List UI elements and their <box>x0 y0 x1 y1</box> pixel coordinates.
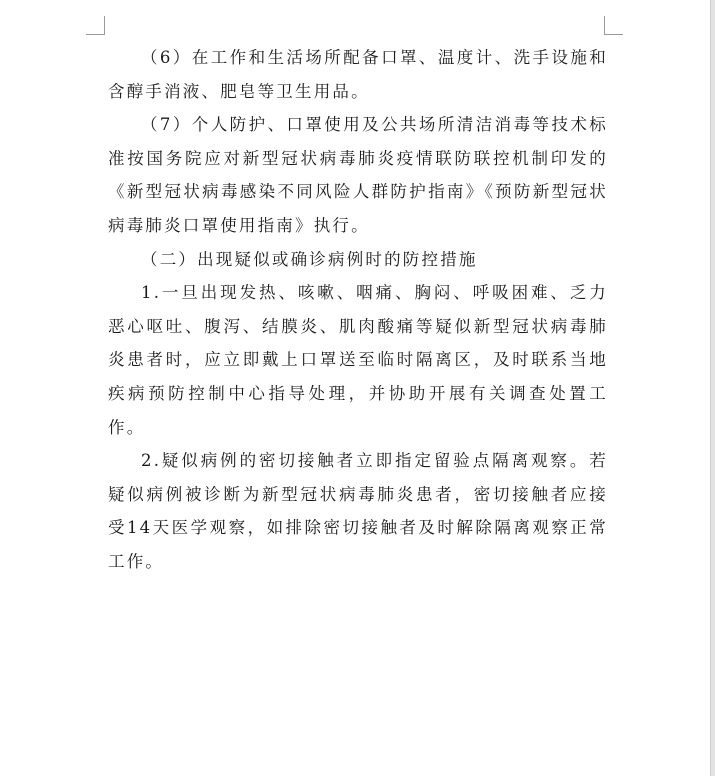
crop-mark-top-left <box>86 16 105 35</box>
document-body[interactable] <box>108 41 608 579</box>
crop-mark-top-right <box>604 16 623 35</box>
paragraph-item-1: 1.一旦出现发热、咳嗽、咽痛、胸闷、呼吸困难、乏力恶心呕吐、腹泻、结膜炎、肌肉酸痛等疑似新型冠状病毒肺炎患者时，应立即戴上口罩送至临时隔离区，及时联系当地疾病预防控制中心指导处理，并协助开展有关调查处置工作。 <box>108 283 608 437</box>
paragraph-6: （6）在工作和生活场所配备口罩、温度计、洗手设施和含醇手消液、肥皂等卫生用品。 <box>108 48 608 101</box>
paragraph-7: （7）个人防护、口罩使用及公共场所清洁消毒等技术标准按国务院应对新型冠状病毒肺炎疫情联防联控机制印发的《新型冠状病毒感染不同风险人群防护指南》《预防新型冠状病毒肺炎口罩使用指南》执行。 <box>108 115 608 235</box>
vertical-scrollbar-edge[interactable] <box>710 0 715 776</box>
section-heading-2: （二）出现疑似或确诊病例时的防控措施 <box>141 249 478 269</box>
paragraph-item-2: 2.疑似病例的密切接触者立即指定留验点隔离观察。若疑似病例被诊断为新型冠状病毒肺炎患者，密切接触者应接受14天医学观察，如排除密切接触者及时解除隔离观察正常工作。 <box>108 451 608 571</box>
